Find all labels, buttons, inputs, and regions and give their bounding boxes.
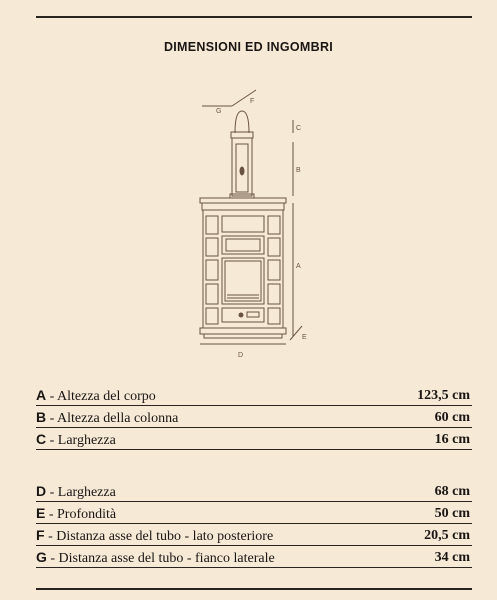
dimension-row-a [36, 384, 472, 406]
tile [206, 216, 218, 234]
tile [206, 260, 218, 280]
dimension-value: 60 cm [434, 410, 470, 425]
label-c: C [296, 125, 302, 132]
label-f: F [250, 98, 255, 105]
label-a: A [296, 263, 301, 270]
cornice [202, 203, 284, 210]
plinth-foot [204, 334, 282, 338]
dimension-row-f [36, 524, 472, 546]
tile [206, 284, 218, 304]
bottom-rule [36, 588, 472, 590]
label-d: D [238, 352, 244, 359]
dimension-row-b [36, 406, 472, 428]
column-cap [235, 111, 249, 133]
column-cap-base [231, 132, 253, 138]
label-b: B [296, 167, 301, 174]
plinth [200, 328, 286, 334]
dimension-row-e [36, 502, 472, 524]
tile [268, 284, 280, 304]
dimension-value: 16 cm [434, 432, 470, 447]
dimension-value: 50 cm [434, 506, 470, 521]
tile [206, 308, 218, 324]
tile [268, 260, 280, 280]
dimension-value: 34 cm [434, 550, 470, 565]
tile [268, 216, 280, 234]
dimension-label: B - Altezza della colonna [36, 409, 179, 426]
cornice-top [200, 198, 286, 203]
dimension-value: 123,5 cm [417, 388, 470, 403]
center-panel-inner [226, 239, 260, 251]
dimension-label: E - Profondità [36, 505, 117, 522]
label-g: G [216, 108, 222, 115]
dimension-line-e [290, 326, 302, 340]
drawer-vent [247, 312, 259, 317]
dimensions-table-1 [36, 384, 472, 450]
top-panel [222, 216, 264, 232]
label-e: E [302, 334, 307, 341]
dimension-label: F - Distanza asse del tubo - lato posteriore [36, 527, 274, 544]
page-title: DIMENSIONI ED INGOMBRI [163, 40, 334, 54]
dimension-label: C - Larghezza [36, 431, 116, 448]
dimension-row-d [36, 480, 472, 502]
dimensions-table-2 [36, 480, 472, 568]
drawer-knob [239, 313, 243, 317]
tile [268, 238, 280, 256]
stove-body [203, 210, 283, 328]
fire-door [222, 258, 264, 304]
dimension-label: D - Larghezza [36, 483, 116, 500]
column-ornament [240, 167, 244, 175]
tile [268, 308, 280, 324]
dimension-label: A - Altezza del corpo [36, 387, 156, 404]
dimension-label: G - Distanza asse del tubo - fianco laterale [36, 549, 275, 566]
dimension-row-c [36, 428, 472, 450]
dimension-value: 20,5 cm [424, 528, 470, 543]
dimension-value: 68 cm [434, 484, 470, 499]
dimension-row-g [36, 546, 472, 568]
tile [206, 238, 218, 256]
